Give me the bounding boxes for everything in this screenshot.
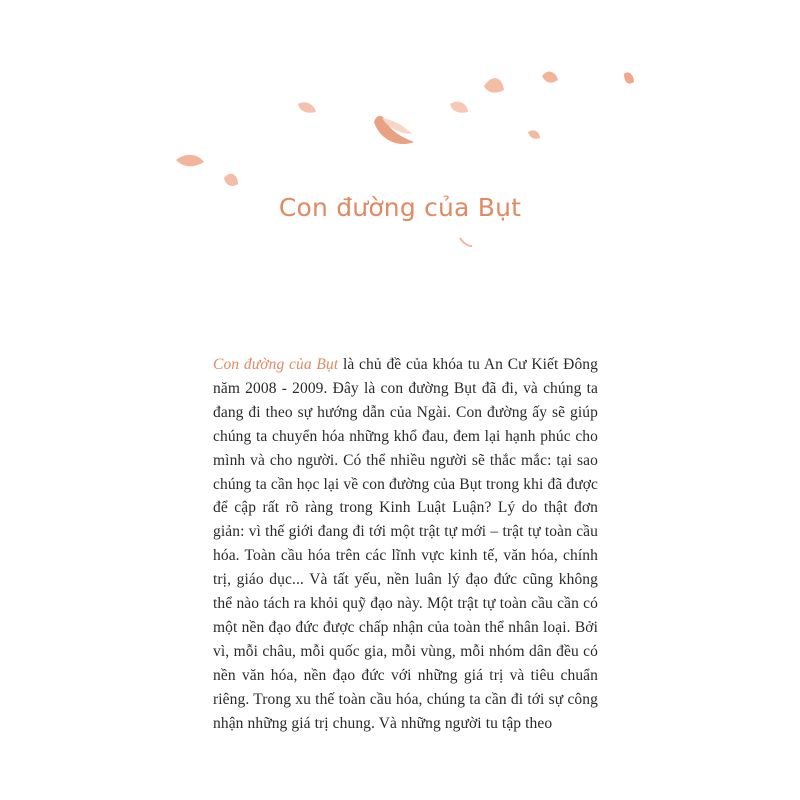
falling-petal-icon [624, 72, 634, 83]
chapter-title: Con đường của Bụt [278, 193, 522, 222]
falling-petal-icon [542, 72, 558, 83]
falling-petal-icon [176, 155, 204, 166]
body-paragraph [213, 353, 598, 736]
falling-petal-icon [484, 78, 504, 93]
falling-petal-icon [374, 116, 414, 144]
falling-petal-icon [298, 102, 316, 112]
falling-petal-icon [460, 238, 472, 246]
italic-book-title: Con đường của Bụt [213, 356, 339, 373]
falling-petal-icon [528, 130, 540, 138]
falling-petal-icon [224, 174, 238, 186]
falling-petal-icon [450, 102, 468, 113]
paragraph-text: là chủ đề của khóa tu An Cư Kiết Đông năm 2008 - 2009. Đây là con đường Bụt đã đi, và chúng ta đang đi theo sự hướng dẫn của Ngài. Con đường ấy sẽ giúp chúng ta chuyển hóa những khổ đau, đem lại hạnh phúc cho mình và cho người. Có thể nhiều người sẽ thắc mắc: tại sao chúng ta cần học lại về con đường của Bụt trong khi đã được để cập rất rõ ràng trong Kinh Luật Luận? Lý do thật đơn giản: vì thế giới đang đi tới một trật tự mới – trật tự toàn cầu hóa. Toàn cầu hóa trên các lĩnh vực kinh tế, văn hóa, chính trị, giáo dục... Và tất yếu, nền luân lý đạo đức cũng không thể nào tách ra khỏi quỹ đạo này. Một trật tự toàn cầu cần có một nền đạo đức được chấp nhận của toàn thể nhân loại. Bởi vì, mỗi châu, mỗi quốc gia, mỗi vùng, mỗi nhóm dân đều có nền văn hóa, nền đạo đức với những giá trị và tiêu chuẩn riêng. Trong xu thế toàn cầu hóa, chúng ta cần đi tới sự công nhận những giá trị chung. Và những người tu tập theo [213, 356, 598, 732]
